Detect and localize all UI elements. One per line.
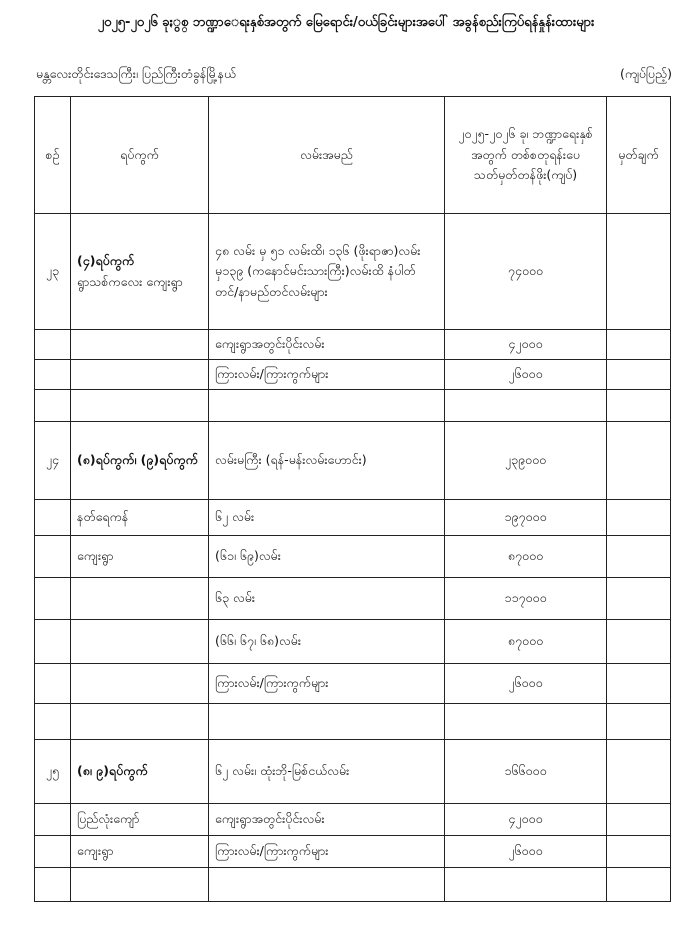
col-header-remark: မှတ်ချက် xyxy=(607,97,671,214)
remark-cell xyxy=(607,422,671,500)
remark-cell xyxy=(607,704,671,740)
quarter-cell xyxy=(71,422,209,500)
col-header-amount: ၂၀၂၅-၂၀၂၆ ခု၊ ဘဏ္ဍာရေးနှစ်အတွက် တစ်စတုရန်းပေ သတ်မှတ်တန်ဖိုး(ကျပ်) xyxy=(445,97,607,214)
quarter-cell xyxy=(71,740,209,804)
road-name xyxy=(209,704,445,740)
remark-cell xyxy=(607,868,671,902)
row-number xyxy=(35,330,71,360)
remark-cell xyxy=(607,390,671,422)
rate-value: ၂၆၀၀၀ xyxy=(445,836,607,868)
road-name: လမ်းမကြီး (ရန်-မန်းလမ်းဟောင်း) xyxy=(209,422,445,500)
road-name: (၆၁၊ ၆၉)လမ်း xyxy=(209,536,445,578)
row-number xyxy=(35,836,71,868)
quarter-cell xyxy=(71,868,209,902)
rate-value: ၈၇၀၀၀ xyxy=(445,536,607,578)
row-number xyxy=(35,360,71,390)
rate-value xyxy=(445,390,607,422)
table-row xyxy=(35,360,671,390)
table-header-row xyxy=(35,97,671,214)
road-name: (၆၆၊ ၆၇၊ ၆၈)လမ်း xyxy=(209,620,445,664)
remark-cell xyxy=(607,536,671,578)
quarter-cell xyxy=(71,536,209,578)
road-name: ကျေးရွာအတွင်းပိုင်းလမ်း xyxy=(209,330,445,360)
quarter-name: (၄)ရပ်ကွက် xyxy=(77,252,135,268)
document-title: ၂၀၂၅-၂၀၂၆ ခုႏွစ္ ဘဏ္ဍာေရးနှစ်အတွက် မြေရောင်း/ဝယ်ခြင်းများအပေါ် အခွန်စည်းကြပ်ရန်နှုန်းထားများ xyxy=(97,15,595,30)
road-name xyxy=(209,868,445,902)
quarter-cell xyxy=(71,360,209,390)
table-row xyxy=(35,578,671,620)
road-name: ၆၃ လမ်း xyxy=(209,578,445,620)
quarter-cell xyxy=(71,214,209,330)
col-header-road: လမ်းအမည် xyxy=(209,97,445,214)
rate-value: ၄၂၀၀၀ xyxy=(445,330,607,360)
quarter-cell xyxy=(71,578,209,620)
table-row xyxy=(35,390,671,422)
road-name: ၄၈ လမ်း မှ ၅၁ လမ်းထိ၊ ၁၃၆ (ဖိုးရာဇာ)လမ်းမှ၁၃၉ (ကနောင်မင်းသားကြီး)လမ်းထိ နံပါတ်တင်/နာမည်တင်လမ်းများ xyxy=(209,214,445,330)
remark-cell xyxy=(607,836,671,868)
road-name xyxy=(209,390,445,422)
row-number xyxy=(35,804,71,836)
table-row xyxy=(35,740,671,804)
remark-cell xyxy=(607,214,671,330)
table-row xyxy=(35,704,671,740)
road-name: ကြားလမ်း/ကြားကွက်များ xyxy=(209,360,445,390)
col-header-quarter: ရပ်ကွက် xyxy=(71,97,209,214)
table-row xyxy=(35,330,671,360)
remark-cell xyxy=(607,500,671,536)
rate-value: ၁၁၇၀၀၀ xyxy=(445,578,607,620)
rate-value xyxy=(445,704,607,740)
table-row xyxy=(35,664,671,704)
rate-value: ၂၆၀၀၀ xyxy=(445,360,607,390)
village-name: ကျေးရွာ xyxy=(77,548,114,564)
rate-value: ၄၂၀၀၀ xyxy=(445,804,607,836)
village-name: ရွာသစ်ကလေး ကျေးရွာ xyxy=(77,273,183,289)
quarter-cell xyxy=(71,664,209,704)
unit-label: (ကျပ်ပြည့်) xyxy=(619,66,672,81)
road-name: ၆၂ လမ်း၊ ထုံးဘို-မြစ်ငယ်လမ်း xyxy=(209,740,445,804)
row-number xyxy=(35,704,71,740)
quarter-name: (၈)ရပ်ကွက်၊ (၉)ရပ်ကွက် xyxy=(77,452,198,468)
remark-cell xyxy=(607,578,671,620)
road-name: ၆၂ လမ်း xyxy=(209,500,445,536)
row-number: ၂၃ xyxy=(35,214,71,330)
rates-table xyxy=(34,96,671,902)
table-row xyxy=(35,836,671,868)
remark-cell xyxy=(607,620,671,664)
table-row xyxy=(35,804,671,836)
village-name: ကျေးရွာ xyxy=(77,843,114,859)
quarter-name: (၈၊ ၉)ရပ်ကွက် xyxy=(77,763,148,779)
table-row xyxy=(35,868,671,902)
row-number xyxy=(35,390,71,422)
rate-value xyxy=(445,868,607,902)
remark-cell xyxy=(607,740,671,804)
quarter-cell xyxy=(71,836,209,868)
rate-value: ၁၉၇၀၀၀ xyxy=(445,500,607,536)
table-row xyxy=(35,500,671,536)
row-number xyxy=(35,620,71,664)
rate-value: ၂၆၀၀၀ xyxy=(445,664,607,704)
road-name: ကျေးရွာအတွင်းပိုင်းလမ်း xyxy=(209,804,445,836)
table-row xyxy=(35,536,671,578)
row-number: ၂၄ xyxy=(35,422,71,500)
row-number xyxy=(35,536,71,578)
road-name: ကြားလမ်း/ကြားကွက်များ xyxy=(209,664,445,704)
quarter-cell xyxy=(71,704,209,740)
village-name: နတ်ရေကန် xyxy=(77,509,129,525)
row-number xyxy=(35,868,71,902)
village-name: ပြည်လုံးကျော် xyxy=(77,811,140,827)
quarter-cell xyxy=(71,330,209,360)
col-header-no: စဉ် xyxy=(35,97,71,214)
quarter-cell xyxy=(71,620,209,664)
quarter-cell xyxy=(71,804,209,836)
table-row xyxy=(35,214,671,330)
rate-value: ၇၄၀၀၀ xyxy=(445,214,607,330)
rate-value: ၈၇၀၀၀ xyxy=(445,620,607,664)
remark-cell xyxy=(607,664,671,704)
row-number xyxy=(35,578,71,620)
row-number xyxy=(35,500,71,536)
quarter-cell xyxy=(71,390,209,422)
table-row xyxy=(35,422,671,500)
remark-cell xyxy=(607,804,671,836)
row-number: ၂၅ xyxy=(35,740,71,804)
region-label: မန္တလေးတိုင်းဒေသကြီး၊ ပြည်ကြီးတံခွန်မြို့နယ် xyxy=(36,66,237,81)
rate-value: ၁၆၆၀၀၀ xyxy=(445,740,607,804)
remark-cell xyxy=(607,330,671,360)
road-name: ကြားလမ်း/ကြားကွက်များ xyxy=(209,836,445,868)
remark-cell xyxy=(607,360,671,390)
row-number xyxy=(35,664,71,704)
rate-value: ၂၃၉၀၀၀ xyxy=(445,422,607,500)
table-row xyxy=(35,620,671,664)
quarter-cell xyxy=(71,500,209,536)
